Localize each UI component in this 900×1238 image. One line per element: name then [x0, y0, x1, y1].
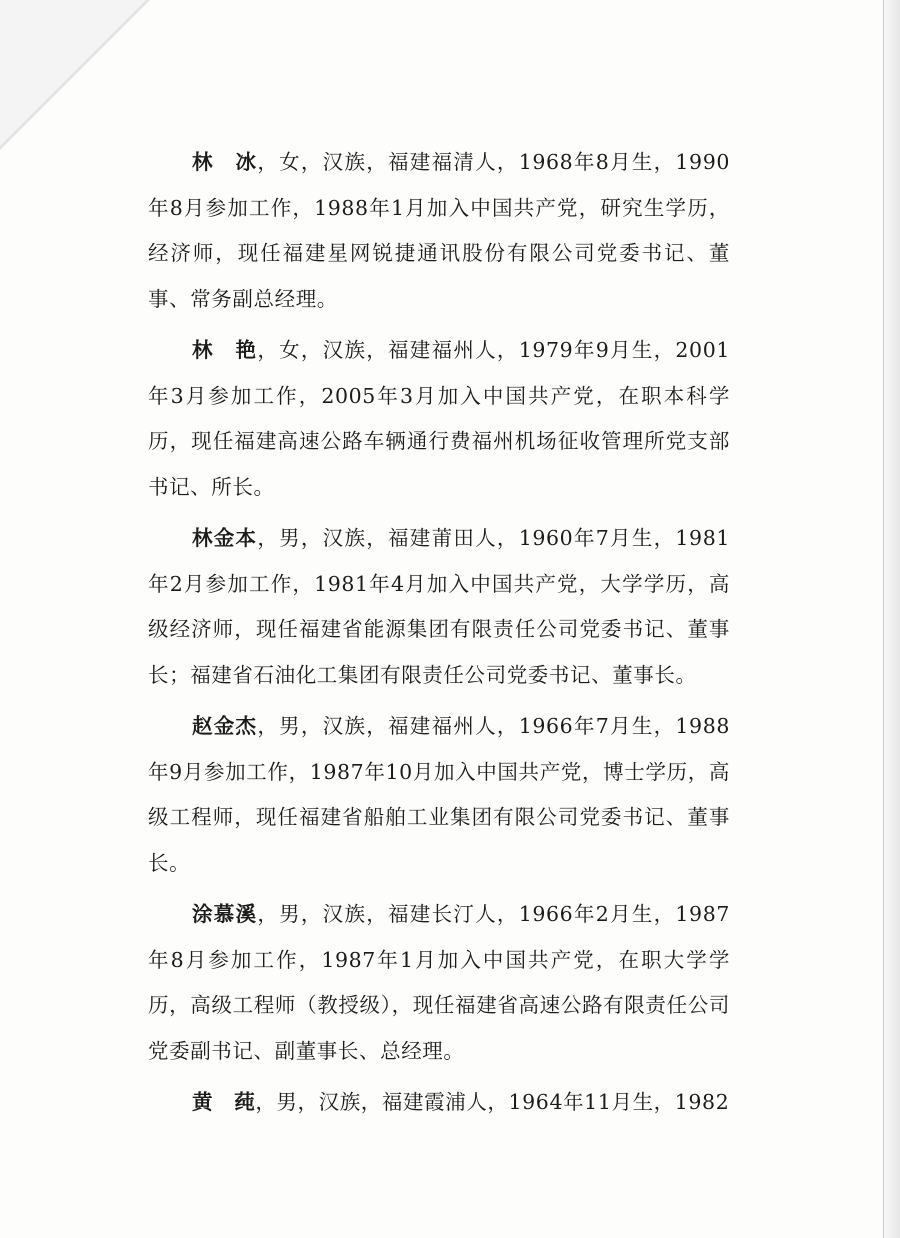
bio-entry: [148, 140, 730, 322]
bio-entry: [148, 328, 730, 510]
person-bio: ，女，汉族，福建福州人，1979年9月生，2001年3月参加工作，2005年3月加入中国共产党，在职本科学历，现任福建高速公路车辆通行费福州机场征收管理所党支部书记、所长。: [148, 338, 730, 499]
document-body: [148, 140, 730, 1132]
person-name: 黄 莼: [192, 1090, 256, 1114]
person-name: 涂慕溪: [192, 902, 258, 926]
person-bio: ，男，汉族，福建莆田人，1960年7月生，1981年2月参加工作，1981年4月加入中国共产党，大学学历，高级经济师，现任福建省能源集团有限责任公司党委书记、董事长；福建省石油化工集团有限责任公司党委书记、董事长。: [148, 526, 730, 687]
bio-entry: [148, 892, 730, 1074]
person-bio: ，男，汉族，福建福州人，1966年7月生，1988年9月参加工作，1987年10月加入中国共产党，博士学历，高级工程师，现任福建省船舶工业集团有限公司党委书记、董事长。: [148, 714, 730, 875]
person-bio: ，男，汉族，福建长汀人，1966年2月生，1987年8月参加工作，1987年1月加入中国共产党，在职大学学历，高级工程师（教授级），现任福建省高速公路有限责任公司党委副书记、副董事长、总经理。: [148, 902, 730, 1063]
scan-edge-line: [883, 0, 884, 1238]
person-name: 林 冰: [192, 150, 258, 174]
bio-entry: [148, 704, 730, 886]
scan-edge: [882, 0, 900, 1238]
person-bio: ，男，汉族，福建霞浦人，1964年11月生，1982: [255, 1090, 730, 1114]
bio-entry: [148, 516, 730, 698]
person-name: 林 艳: [192, 338, 258, 362]
person-bio: ，女，汉族，福建福清人，1968年8月生，1990年8月参加工作，1988年1月加入中国共产党，研究生学历，经济师，现任福建星网锐捷通讯股份有限公司党委书记、董事、常务副总经理。: [148, 150, 730, 311]
folded-corner-shade: [0, 0, 146, 146]
person-name: 林金本: [192, 526, 258, 550]
bio-entry: [148, 1080, 730, 1126]
person-name: 赵金杰: [192, 714, 258, 738]
